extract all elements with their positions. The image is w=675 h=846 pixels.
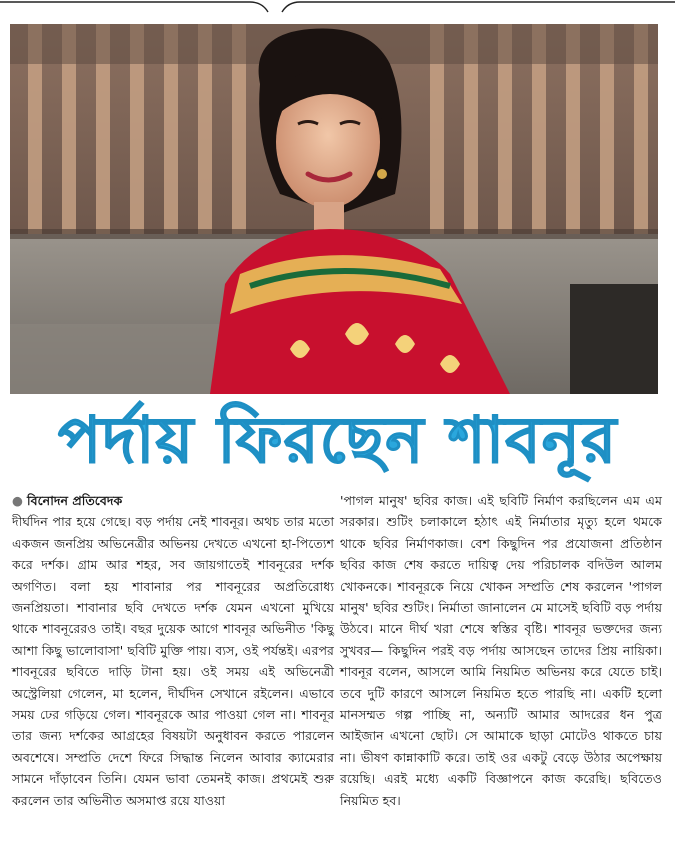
byline — [12, 490, 334, 511]
body-text-left: দীর্ঘদিন পার হয়ে গেছে। বড় পর্দায় নেই শাবনূর। অথচ তার মতো একজন জনপ্রিয় অভিনেত্রীর অভিনয় দেখতে এখনো হা-পিত্যেশ করে দর্শক। গ্রাম আর শহর, সব জায়গাতেই শাবনূরের দর্শক অগণিত। বলা হয় শাবানার পর শাবনূরের অপ্রতিরোধ্য জনপ্রিয়তা। শাবানার ছবি দেখতে দর্শক যেমন এখনো মুখিয়ে থাকে শাবনূরেরও তাই। বছর দুয়েক আগে শাবনূর অভিনীত 'কিছু আশা কিছু ভালোবাসা' ছবিটি মুক্তি পায়। ব্যস, ওই পর্যন্তই। এরপর শাবনূরের ছবিতে দাড়ি টানা হয়। ওই সময় এই অভিনেত্রী অস্ট্রেলিয়া গেলেন, মা হলেন, দীর্ঘদিন সেখানে রইলেন। এভাবে সময় ঢের গড়িয়ে গেল। শাবনূরকে আর পাওয়া গেল না। শাবনূর তার জন্য দর্শকের আগ্রহের বিষয়টা অনুধাবন করতে পারলেন অবশেষে। সম্প্রতি দেশে ফিরে সিদ্ধান্ত নিলেন আবার ক্যামেরার সামনে দাঁড়াবেন তিনি। যেমন ভাবা তেমনই কাজ। প্রথমেই শুরু করলেন তার অভিনীত অসমাপ্ত রয়ে যাওয়া — [12, 514, 334, 808]
article-column-right — [340, 490, 662, 811]
article-column-left — [12, 490, 334, 811]
top-frame-decoration — [0, 0, 675, 14]
bullet-icon: ● — [12, 493, 23, 508]
byline-text: বিনোদন প্রতিবেদক — [27, 493, 123, 508]
article-photo — [10, 24, 658, 394]
article-headline: পর্দায় ফিরছেন শাবনূর — [57, 404, 618, 478]
body-text-right: 'পাগল মানুষ' ছবির কাজ। এই ছবিটি নির্মাণ করছিলেন এম এম সরকার। শুটিং চলাকালে হঠাৎ এই নির্মাতার মৃত্যু হলে থমকে থাকে ছবির নির্মাণকাজ। বেশ কিছুদিন পর প্রযোজনা প্রতিষ্ঠান ছবির কাজ শেষ করতে দায়িত্ব দেয় পরিচালক বদিউল আলম খোকনকে। শাবনূরকে নিয়ে খোকন সম্প্রতি শেষ করলেন 'পাগল মানুষ' ছবির শুটিং। নির্মাতা জানালেন মে মাসেই ছবিটি বড় পর্দায় উঠবে। মানে দীর্ঘ খরা শেষে স্বস্তির বৃষ্টি। শাবনূর ভক্তদের জন্য সুখবর— কিছুদিন পরই বড় পর্দায় আসছেন তাদের প্রিয় নায়িকা। শাবনূর বলেন, আসলে আমি নিয়মিত অভিনয় করে যেতে চাই। তবে দুটি কারণে আসলে নিয়মিত হতে পারছি না। একটি হলো মানসম্মত গল্প পাচ্ছি না, অন্যটি আমার আদরের ধন পুত্র আইজান এখনো ছোট। সে আমাকে ছাড়া মোটেও থাকতে চায় না। ভীষণ কান্নাকাটি করে। তাই ওর একটু বেড়ে উঠার অপেক্ষায় রয়েছি। এরই মধ্যে একটি বিজ্ঞাপনে কাজ করেছি। ছবিতেও নিয়মিত হব। — [340, 493, 662, 808]
